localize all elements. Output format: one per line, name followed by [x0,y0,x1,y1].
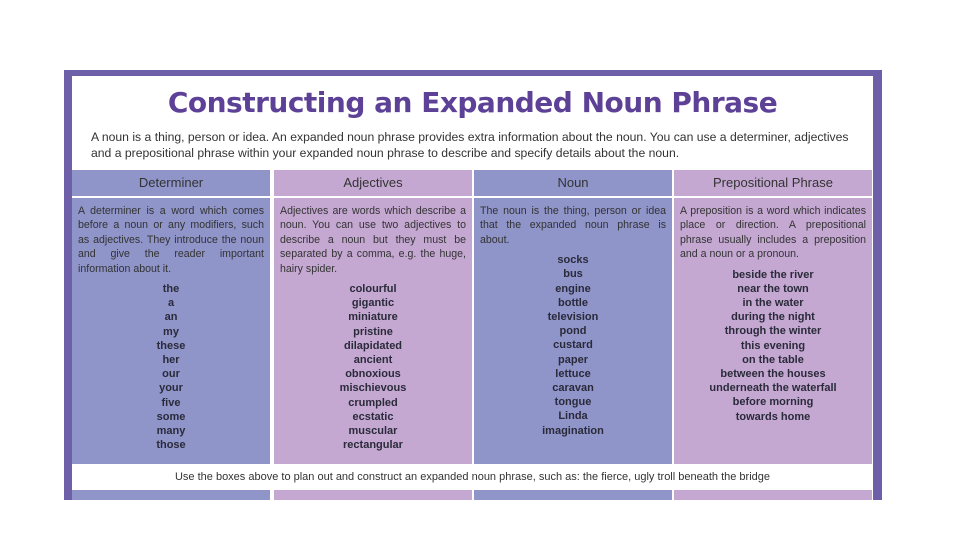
word-item: near the town [737,282,809,295]
word-item: on the table [742,353,804,366]
word-item: these [156,339,186,352]
word-item: through the winter [724,325,822,338]
word-item: those [156,439,186,452]
word-item: lettuce [555,367,591,380]
word-item: imagination [542,424,604,437]
word-list [72,282,270,452]
column-description: A preposition is a word which indicates place or direction. A prepositional phrase usually includes a preposition and a noun or a pronoun. [680,205,866,261]
word-item: custard [553,339,593,352]
word-list [474,253,672,438]
word-item: bus [563,268,583,281]
word-item: obnoxious [345,368,401,381]
word-item: muscular [348,425,398,438]
word-item: paper [558,353,588,366]
column-determiner [72,170,270,500]
word-item: a [167,297,175,310]
column-description: Adjectives are words which describe a noun. You can use two adjectives to describe a noun but they must be separated by a comma, e.g. the huge, hairy spider. [280,205,466,275]
word-item: this evening [740,339,806,352]
word-item: colourful [349,283,397,296]
word-item: in the water [742,297,804,310]
column-prepositional-phrase [674,170,872,500]
intro-text: A noun is a thing, person or idea. An expanded noun phrase provides extra information about the noun. You can use a determiner, adjectives and a prepositional phrase within your expanded noun phrase to describe and specify details about the noun. [91,130,849,160]
word-item: crumpled [348,396,398,409]
word-item: many [156,425,186,438]
column-description: The noun is the thing, person or idea that the expanded noun phrase is about. [480,205,666,246]
word-item: tongue [554,396,592,409]
word-item: during the night [731,311,815,324]
word-item: between the houses [720,368,826,381]
word-item: beside the river [732,268,814,281]
word-item: our [162,368,180,381]
column-header: Noun [474,170,672,198]
column-noun [474,170,672,500]
word-item: dilapidated [343,339,403,352]
page-title: Constructing an Expanded Noun Phrase [167,86,778,119]
word-item: her [162,354,180,367]
word-item: before morning [732,396,814,409]
word-item: ecstatic [352,410,394,423]
word-item: pond [559,325,587,338]
word-item: the [162,283,180,296]
word-item: five [161,396,181,409]
word-item: an [164,311,178,324]
word-item: my [163,325,179,338]
word-list [674,268,872,424]
column-adjectives [274,170,472,500]
footer-instruction: Use the boxes above to plan out and construct an expanded noun phrase, such as: the fierce, ugly troll beneath the bridge [72,464,873,490]
word-item: miniature [348,311,398,324]
word-item: rectangular [343,439,403,452]
column-header: Prepositional Phrase [674,170,872,198]
column-header: Determiner [72,170,270,198]
word-item: some [156,410,186,423]
word-item: ancient [353,354,393,367]
column-header: Adjectives [274,170,472,198]
worksheet [72,76,873,500]
word-item: your [159,382,183,395]
word-item: mischievous [339,382,407,395]
worksheet-frame [64,70,882,500]
word-item: gigantic [351,297,395,310]
word-item: pristine [353,325,393,338]
word-item: caravan [552,382,594,395]
word-item: socks [557,254,589,267]
word-item: underneath the waterfall [709,382,837,395]
word-list [274,282,472,452]
word-item: engine [555,282,591,295]
word-item: bottle [558,296,588,309]
word-item: towards home [735,410,811,423]
word-item: television [547,311,599,324]
column-description: A determiner is a word which comes before a noun or any modifiers, such as adjectives. They introduce the noun and give the reader important information about it. [78,205,264,275]
word-item: Linda [558,410,588,423]
